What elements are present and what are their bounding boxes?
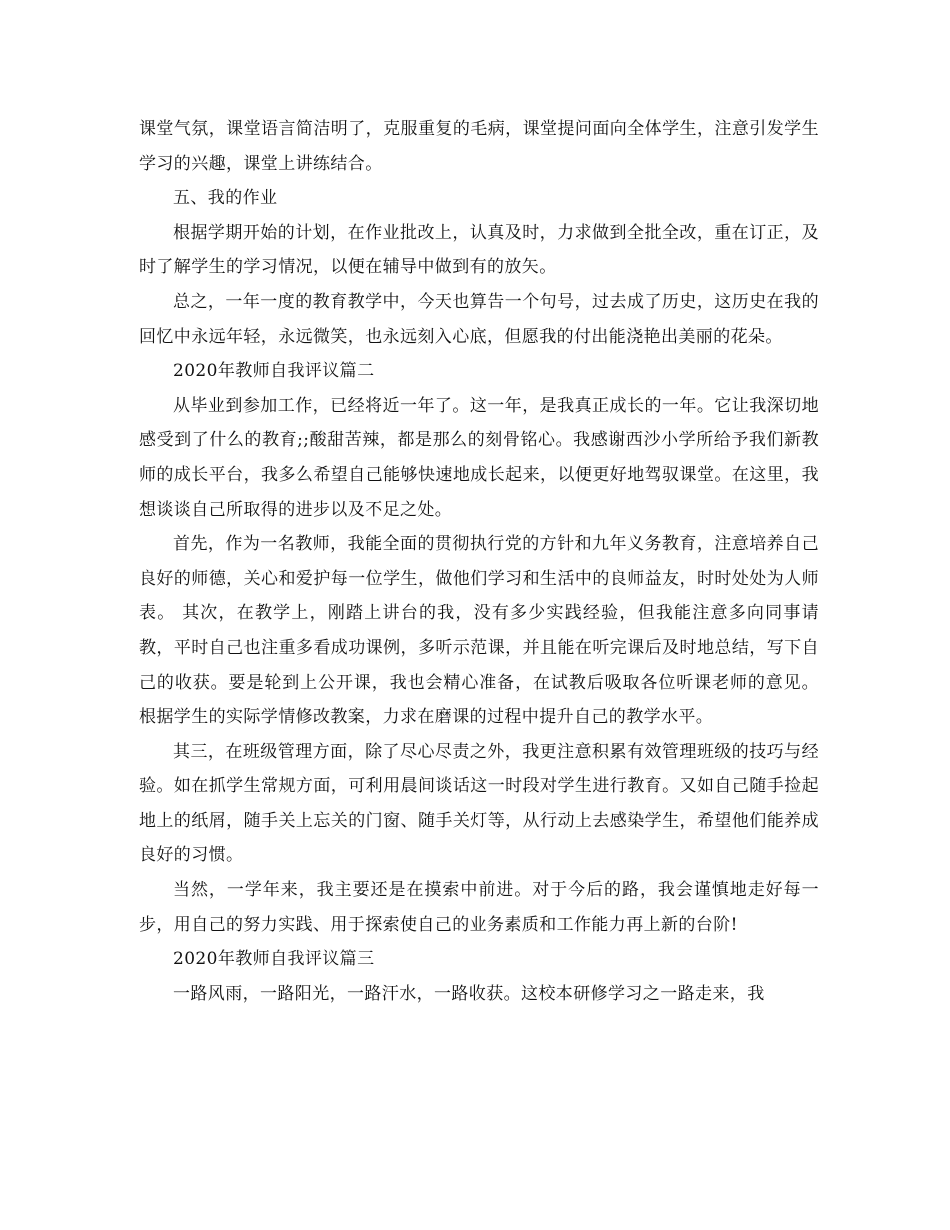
- paragraph: 首先，作为一名教师，我能全面的贯彻执行党的方针和九年义务教育，注意培养自己良好的师德，关心和爱护每一位学生，做他们学习和生活中的良师益友，时时处处为人师表。 其次，在教学上，刚踏上讲台的我，没有多少实践经验，但我能注意多向同事请教，平时自己也注重多看成功课例，多听示范课，并且能在听完课后及时地总结，写下自己的收获。要是轮到上公开课，我也会精心准备，在试教后吸取各位听课老师的意见。 根据学生的实际学情修改教案，力求在磨课的过程中提升自己的教学水平。: [139, 534, 819, 728]
- paragraph: 根据学期开始的计划，在作业批改上，认真及时，力求做到全批全改，重在订正，及时了解学生的学习情况，以便在辅导中做到有的放矢。: [139, 222, 819, 278]
- section-heading: 2020年教师自我评议篇二: [173, 361, 375, 382]
- section-heading: 五、我的作业: [173, 188, 278, 209]
- paragraph: 其三，在班级管理方面，除了尽心尽责之外，我更注意积累有效管理班级的技巧与经验。如在抓学生常规方面，可利用晨间谈话这一时段对学生进行教育。又如自己随手捡起地上的纸屑，随手关上忘关的门窗、随手关灯等，从行动上去感染学生，希望他们能养成良好的习惯。: [139, 741, 819, 866]
- paragraph: 一路风雨，一路阳光，一路汗水，一路收获。这校本研修学习之一路走来，我: [173, 983, 765, 1004]
- paragraph: 总之，一年一度的教育教学中，今天也算告一个句号，过去成了历史，这历史在我的回忆中永远年轻，永远微笑，也永远刻入心底，但愿我的付出能浇艳出美丽的花朵。: [139, 291, 819, 347]
- paragraph: 课堂气氛，课堂语言简洁明了，克服重复的毛病，课堂提问面向全体学生，注意引发学生学习的兴趣，课堂上讲练结合。: [139, 119, 819, 174]
- paragraph: 当然，一学年来，我主要还是在摸索中前进。对于今后的路，我会谨慎地走好每一步，用自己的努力实践、用于探索使自己的业务素质和工作能力再上新的台阶!: [139, 880, 819, 935]
- document-page: [139, 112, 819, 1011]
- section-heading: 2020年教师自我评议篇三: [173, 949, 375, 970]
- paragraph: 从毕业到参加工作，已经将近一年了。这一年，是我真正成长的一年。它让我深切地感受到了什么的教育;;酸甜苦辣，都是那么的刻骨铭心。我感谢西沙小学所给予我们新教师的成长平台，我多么希望自己能够快速地成长起来，以便更好地驾驭课堂。在这里，我想谈谈自己所取得的进步以及不足之处。: [139, 395, 819, 520]
